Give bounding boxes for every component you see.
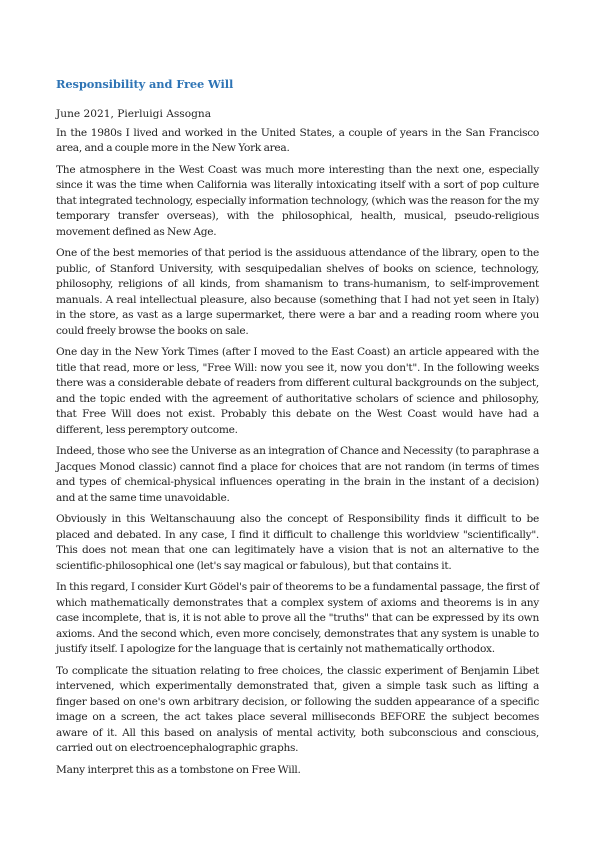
paragraph: Obviously in this Weltanschauung also the concept of Responsibility finds it difficult to be placed and debated. In any case, I find it difficult to challenge this worldview "scientifically". This does not mean that one can legitimately have a vision that is not an alternative to the scientific-philosophical one (let's say magical or fabulous), but that contains it. <box>56 513 539 572</box>
paragraph: One day in the New York Times (after I moved to the East Coast) an article appeared with the title that read, more or less, "Free Will: now you see it, now you don't". In the following weeks there was a considerable debate of readers from different cultural backgrounds on the subject, and the topic ended with the agreement of authoritative scholars of science and philosophy, that Free Will does not exist. Probably this debate on the West Coast would have had a different, less peremptory outcome. <box>56 346 539 436</box>
document-title: Responsibility and Free Will <box>56 77 234 91</box>
paragraph: In the 1980s I lived and worked in the United States, a couple of years in the San Francisco area, and a couple more in the New York area. <box>56 126 539 154</box>
document-byline: June 2021, Pierluigi Assogna <box>56 108 212 120</box>
paragraph: Many interpret this as a tombstone on Free Will. <box>56 763 301 776</box>
paragraph: In this regard, I consider Kurt Gödel's pair of theorems to be a fundamental passage, the first of which mathematically demonstrates that a complex system of axioms and theorems is in any case incomplete, that is, it is not able to prove all the "truths" that can be expressed by its own axioms. And the second which, even more concisely, demonstrates that any system is unable to justify itself. I apologize for the language that is certainly not mathematically orthodox. <box>56 581 539 655</box>
paragraph: One of the best memories of that period is the assiduous attendance of the library, open to the public, of Stanford University, with sesquipedalian shelves of books on science, technology, philosophy, religions of all kinds, from shamanism to trans-humanism, to self-improvement manuals. A real intellectual pleasure, also because (something that I had not yet seen in Italy) in the store, as vast as a large supermarket, there were a bar and a reading room where you could freely browse the books on sale. <box>56 247 539 337</box>
paragraph: To complicate the situation relating to free choices, the classic experiment of Benjamin Libet intervened, which experimentally demonstrated that, given a simple task such as lifting a finger based on one's own arbitrary decision, or following the sudden appearance of a specific image on a screen, the act takes place several milliseconds BEFORE the subject becomes aware of it. All this based on analysis of mental activity, both subconscious and conscious, carried out on electroencephalographic graphs. <box>56 664 539 754</box>
paragraph: Indeed, those who see the Universe as an integration of Chance and Necessity (to paraphrase a Jacques Monod classic) cannot find a place for choices that are not random (in terms of times and types of chemical-physical influences operating in the brain in the instant of a decision) and at the same time unavoidable. <box>56 445 539 504</box>
document-page <box>56 76 539 784</box>
paragraph: The atmosphere in the West Coast was much more interesting than the next one, especially since it was the time when California was literally intoxicating itself with a sort of pop culture that integrated technology, especially information technology, (which was the reason for the my temporary transfer overseas), with the philosophical, health, musical, pseudo-religious movement defined as New Age. <box>56 163 539 238</box>
